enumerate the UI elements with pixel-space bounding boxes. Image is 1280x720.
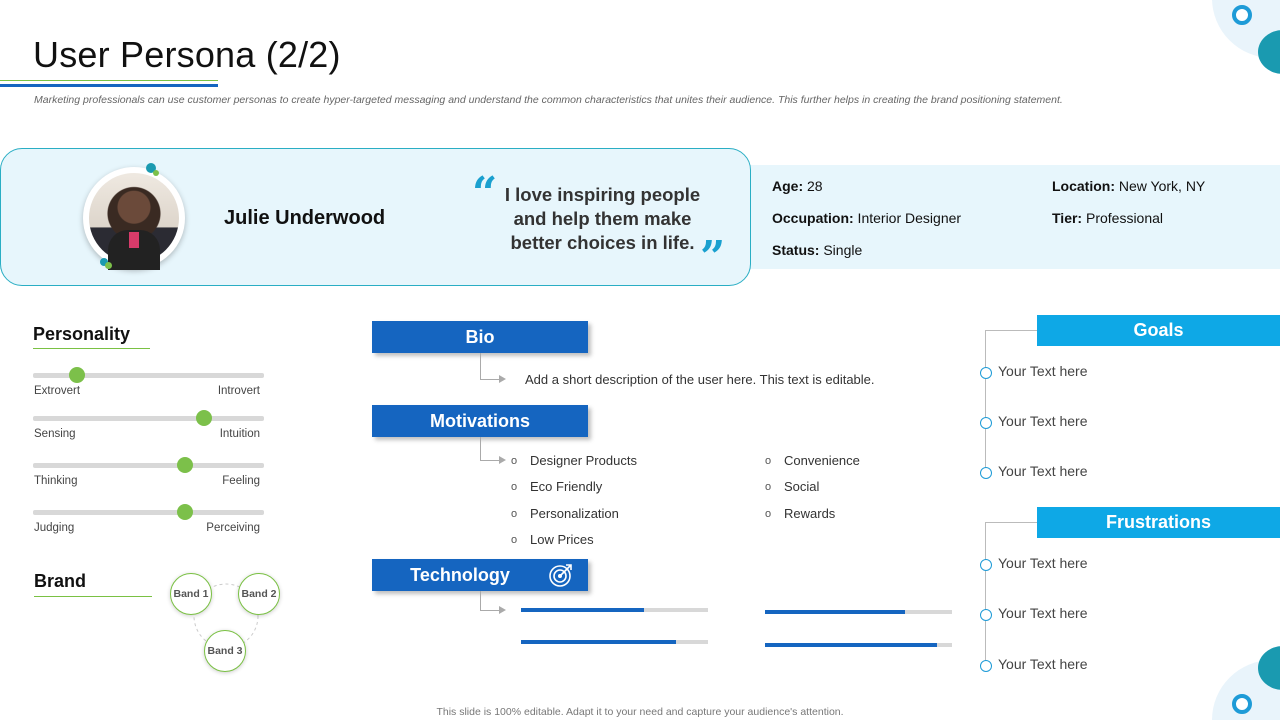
motivation-item: Rewards <box>784 506 836 521</box>
bullet-circle-icon <box>980 467 992 479</box>
goals-header: Goals <box>1037 315 1280 346</box>
goals-item: Your Text here <box>998 463 1088 479</box>
motivation-item: Convenience <box>784 453 860 468</box>
goals-tree-line <box>985 330 1037 331</box>
info-status: Status: Single <box>772 242 863 258</box>
personality-slider-track <box>33 510 264 515</box>
technology-arrow <box>499 606 506 614</box>
bullet-circle-icon <box>980 559 992 571</box>
personality-underline <box>33 348 150 349</box>
brand-underline <box>34 596 152 597</box>
frustrations-tree-line <box>985 522 986 667</box>
motivation-item: Social <box>784 479 820 494</box>
frustrations-item: Your Text here <box>998 605 1088 621</box>
bullet-circle-icon <box>980 367 992 379</box>
bullet-icon: o <box>511 534 518 546</box>
page-title: User Persona (2/2) <box>33 34 341 75</box>
personality-right-label: Intuition <box>219 428 260 440</box>
motivation-item: Designer Products <box>530 453 637 468</box>
bio-arrow <box>499 375 506 383</box>
info-age: Age: 28 <box>772 178 823 194</box>
footer-note: This slide is 100% editable. Adapt it to your need and capture your audience's attention. <box>436 706 844 718</box>
title-underline-green <box>0 80 218 81</box>
motivations-arrow <box>499 456 506 464</box>
info-tier: Tier: Professional <box>1052 210 1164 226</box>
bullet-icon: o <box>511 455 518 467</box>
motivation-item: Low Prices <box>530 532 594 547</box>
bullet-circle-icon <box>980 417 992 429</box>
personality-right-label: Perceiving <box>206 522 260 534</box>
technology-bar-fill <box>765 643 937 647</box>
technology-connector <box>480 591 481 610</box>
brand-band-2: Band 2 <box>238 573 280 615</box>
personality-left-label: Extrovert <box>34 385 81 397</box>
brand-heading: Brand <box>34 571 87 591</box>
personality-right-label: Introvert <box>217 385 260 397</box>
personality-slider-knob[interactable] <box>177 504 193 520</box>
goals-tree-line <box>985 330 986 475</box>
decor-dot <box>105 262 112 269</box>
technology-bar-fill <box>521 608 644 612</box>
brand-band-1: Band 1 <box>170 573 212 615</box>
persona-quote: I love inspiring people and help them make better choices in life. <box>504 184 701 253</box>
technology-connector <box>480 610 500 611</box>
personality-heading: Personality <box>33 324 131 344</box>
bullet-icon: o <box>765 455 772 467</box>
persona-name: Julie Underwood <box>224 207 386 229</box>
bullet-icon: o <box>511 508 518 520</box>
frustrations-tree-line <box>985 522 1037 523</box>
brand-band-3: Band 3 <box>204 630 246 672</box>
bullet-icon: o <box>765 481 772 493</box>
bio-connector <box>480 353 481 379</box>
goals-item: Your Text here <box>998 363 1088 379</box>
decor-dot <box>153 170 159 176</box>
technology-bar-fill <box>765 610 905 614</box>
personality-left-label: Thinking <box>34 475 78 487</box>
personality-left-label: Judging <box>34 522 75 534</box>
motivation-item: Eco Friendly <box>530 479 603 494</box>
bullet-circle-icon <box>980 609 992 621</box>
technology-bar-fill <box>521 640 676 644</box>
personality-slider-knob[interactable] <box>196 410 212 426</box>
personality-slider-knob[interactable] <box>69 367 85 383</box>
personality-left-label: Sensing <box>34 428 76 440</box>
bullet-circle-icon <box>980 660 992 672</box>
close-quote-icon: ” <box>700 232 726 283</box>
goals-item: Your Text here <box>998 413 1088 429</box>
avatar-shirt <box>129 232 139 248</box>
frustrations-header: Frustrations <box>1037 507 1280 538</box>
technology-header: Technology <box>372 559 588 591</box>
info-occupation: Occupation: Interior Designer <box>772 210 962 226</box>
motivations-connector <box>480 460 500 461</box>
personality-right-label: Feeling <box>222 475 260 487</box>
ring-icon-top <box>1232 5 1252 25</box>
open-quote-icon: “ <box>472 168 498 219</box>
title-underline <box>0 84 218 87</box>
bullet-icon: o <box>511 481 518 493</box>
frustrations-item: Your Text here <box>998 555 1088 571</box>
page-subtitle: Marketing professionals can use customer personas to create hyper-targeted messaging and understand the common characteristics that unites their audience. This further helps in creating the brand positioning statement. <box>34 94 1063 106</box>
personality-slider-track <box>33 463 264 468</box>
frustrations-item: Your Text here <box>998 656 1088 672</box>
motivation-item: Personalization <box>530 506 619 521</box>
personality-slider-knob[interactable] <box>177 457 193 473</box>
motivations-connector <box>480 437 481 460</box>
motivations-header: Motivations <box>372 405 588 437</box>
info-location: Location: New York, NY <box>1052 178 1206 194</box>
bullet-icon: o <box>765 508 772 520</box>
bio-text: Add a short description of the user here. This text is editable. <box>525 372 875 387</box>
personality-slider-track <box>33 373 264 378</box>
target-icon <box>548 562 574 588</box>
personality-slider-track <box>33 416 264 421</box>
bio-header: Bio <box>372 321 588 353</box>
bio-connector <box>480 379 500 380</box>
